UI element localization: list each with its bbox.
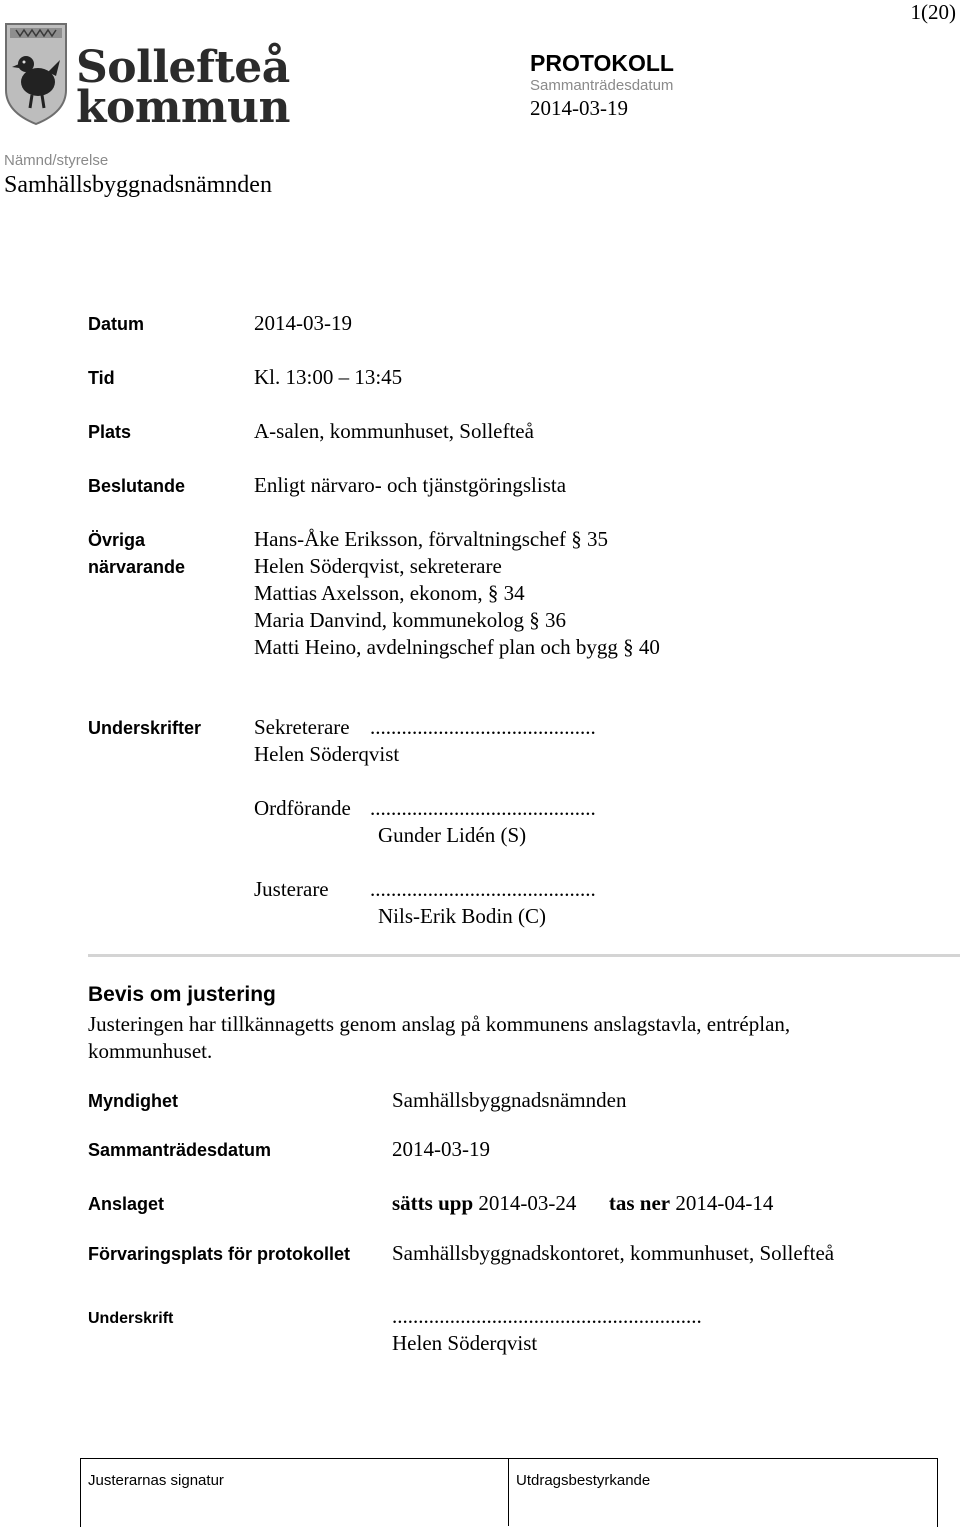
underskrifter-label: Underskrifter bbox=[88, 718, 202, 738]
ovriga-person-1: Hans-Åke Eriksson, förvaltningschef § 35 bbox=[254, 527, 609, 551]
anslaget-dates bbox=[392, 1191, 773, 1216]
ovriga-person-2: Helen Söderqvist, sekreterare bbox=[254, 554, 502, 578]
tid-label: Tid bbox=[88, 368, 115, 388]
narvarande-label: närvarande bbox=[88, 557, 186, 577]
body-name: Samhällsbyggnadsnämnden bbox=[4, 172, 272, 198]
coat-of-arms-icon bbox=[2, 20, 70, 126]
logo-text-line2: kommun bbox=[76, 82, 290, 133]
page-number: 1(20) bbox=[910, 0, 956, 24]
body-label: Nämnd/styrelse bbox=[4, 152, 109, 169]
protocol-title: PROTOKOLL bbox=[530, 50, 674, 76]
justerarnas-signatur-label: Justerarnas signatur bbox=[88, 1472, 224, 1489]
utdragsbestyrkande-label: Utdragsbestyrkande bbox=[516, 1472, 651, 1489]
ovriga-label: Övriga bbox=[88, 530, 146, 550]
underskrift-name: Helen Söderqvist bbox=[392, 1331, 538, 1355]
justerare-signature-line: ........................................... bbox=[370, 877, 596, 901]
myndighet-label: Myndighet bbox=[88, 1091, 178, 1111]
datum-label: Datum bbox=[88, 314, 145, 334]
tas-ner-label: tas ner bbox=[608, 1191, 671, 1215]
justerare-name: Nils-Erik Bodin (C) bbox=[378, 904, 546, 928]
datum-value: 2014-03-19 bbox=[254, 311, 352, 335]
protocol-date: 2014-03-19 bbox=[530, 96, 628, 120]
underskrift-signature-line: ........................................................... bbox=[392, 1304, 702, 1328]
justerare-label: Justerare bbox=[254, 877, 329, 901]
ordforande-signature-line: ........................................... bbox=[370, 796, 596, 820]
tid-value: Kl. 13:00 – 13:45 bbox=[254, 365, 403, 389]
section-divider bbox=[88, 954, 960, 957]
satts-upp-date: 2014-03-24 bbox=[478, 1191, 577, 1215]
satts-upp-label: sätts upp bbox=[392, 1191, 474, 1215]
ovriga-person-3: Mattias Axelsson, ekonom, § 34 bbox=[254, 581, 525, 605]
signature-box-divider bbox=[508, 1458, 509, 1526]
forvaring-value: Samhällsbyggnadskontoret, kommunhuset, Sollefteå bbox=[392, 1241, 835, 1265]
protocol-date-label: Sammanträdesdatum bbox=[530, 77, 674, 94]
forvaring-label: Förvaringsplats för protokollet bbox=[88, 1244, 351, 1264]
tas-ner-date: 2014-04-14 bbox=[675, 1191, 774, 1215]
beslutande-value: Enligt närvaro- och tjänstgöringslista bbox=[254, 473, 567, 497]
ordforande-label: Ordförande bbox=[254, 796, 351, 820]
bevis-title: Bevis om justering bbox=[88, 983, 276, 1006]
signature-box bbox=[80, 1458, 938, 1527]
sekreterare-name: Helen Söderqvist bbox=[254, 742, 400, 766]
ovriga-person-5: Matti Heino, avdelningschef plan och bygg § 40 bbox=[254, 635, 660, 659]
municipality-logo bbox=[2, 20, 290, 133]
ovriga-person-4: Maria Danvind, kommunekolog § 36 bbox=[254, 608, 567, 632]
sekreterare-signature-line: ........................................... bbox=[370, 715, 596, 739]
beslutande-label: Beslutande bbox=[88, 476, 186, 496]
bevis-text: Justeringen har tillkännagetts genom anslag på kommunens anslagstavla, entréplan, kommunhuset. bbox=[88, 1012, 791, 1063]
underskrift-label: Underskrift bbox=[88, 1310, 174, 1327]
myndighet-value: Samhällsbyggnadsnämnden bbox=[392, 1088, 627, 1112]
logo-text-line1: Sollefteå bbox=[76, 42, 290, 93]
sammantradesdatum-value: 2014-03-19 bbox=[392, 1137, 490, 1161]
anslaget-label: Anslaget bbox=[88, 1194, 165, 1214]
ordforande-name: Gunder Lidén (S) bbox=[378, 823, 527, 847]
plats-value: A-salen, kommunhuset, Sollefteå bbox=[254, 419, 534, 443]
sekreterare-label: Sekreterare bbox=[254, 715, 350, 739]
sammantradesdatum-label: Sammanträdesdatum bbox=[88, 1140, 272, 1160]
plats-label: Plats bbox=[88, 422, 132, 442]
